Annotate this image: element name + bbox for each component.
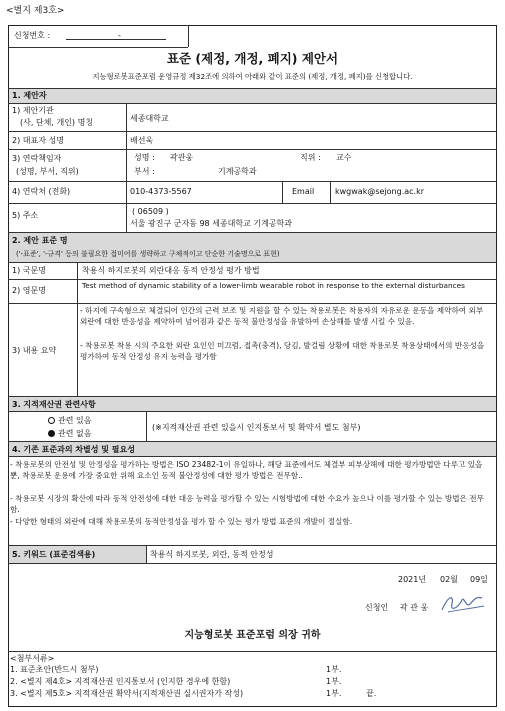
date-day: 09일 <box>470 575 488 584</box>
name-value: 곽관웅 <box>170 153 194 162</box>
ip-option-no[interactable]: 관련 없음 <box>48 429 91 439</box>
org-value: 세종대학교 <box>130 114 169 123</box>
section2-note: ('-표준', '-규격' 등의 불필요한 접미어를 생략하고 구체적이고 단순한 기술명으로 표현) <box>16 250 280 258</box>
attachment-count: 1부. <box>326 677 342 686</box>
app-no-label: 신청번호 : <box>14 31 51 40</box>
summary-item: - 하지에 구속형으로 체결되어 인간의 근력 보조 및 지원을 할 수 있는 착용로봇은 착용자의 자유로운 운동을 제약하여 외부 외란에 대한 반응성을 제약하여 넘어짐과 같은 동적 불안정성을 유발하여 손상해를 발생 시킬 수 있음. <box>80 306 484 327</box>
app-no-field[interactable] <box>66 39 166 40</box>
date-month: 02월 <box>440 575 458 584</box>
keywords-value: 착용식 하지로봇, 외란, 동적 안정성 <box>150 550 274 559</box>
section2-title: 2. 제안 표준 명 <box>12 236 68 245</box>
attachment-count: 1부. <box>326 689 342 698</box>
rep-value: 배선욱 <box>130 136 154 145</box>
addr-line1: ( 06509 ) <box>132 207 169 216</box>
intro-text: 지능형로봇표준포럼 운영규정 제32조에 의하여 아래와 같이 표준의 (제정, 개정, 폐지)를 신청합니다. <box>92 72 413 81</box>
attachment-item: 3. <별지 제5호> 지적재산권 확약서(지적재산권 실시권자가 작성) <box>10 689 244 698</box>
sec4-item: - 다양한 형태의 외란에 대해 착용로봇의 동적안정성을 평가 할 수 있는 평가 방법 표준의 개발이 절실함. <box>10 517 353 526</box>
contact-label-2: (성명, 부서, 직위) <box>16 167 79 176</box>
attachments-title: <첨부서류> <box>10 654 55 663</box>
summary-item: - 착용로봇 착용 시의 주요한 외란 요인인 미끄럼, 접촉(충격), 당김, 발걸림 상황에 대한 착용로봇 착용상태에서의 반응성을 평가하여 동적 안정성 유지 능력을 평가함 <box>80 341 485 362</box>
section3-title: 3. 지적재산권 관련사항 <box>12 400 96 409</box>
section5-title: 5. 키워드 (표준검색용) <box>12 550 96 559</box>
sec4-item: - 착용로봇 시장의 확산에 따라 동적 안전성에 대한 대응 능력을 평가할 수 있는 시험방법에 대한 수요가 높으나 이를 평가할 수 있는 방법은 전무함. <box>10 494 484 515</box>
phone-value: 010-4373-5567 <box>130 187 192 196</box>
position-label: 직위 : <box>300 153 321 162</box>
attachment-item: 2. <별지 제4호> 지적재산권 인지통보서 (인지한 경우에 한함) <box>10 677 231 686</box>
contact-label-1: 3) 연락책임자 <box>12 154 62 163</box>
eng-label: 2) 영문명 <box>12 286 46 295</box>
org-label-2: (사, 단체, 개인) 명칭 <box>20 118 94 127</box>
applicant-name: 곽 관 웅 <box>400 603 429 612</box>
signature-icon <box>438 590 488 618</box>
summary-label: 3) 내용 요약 <box>12 346 57 355</box>
email-value: kwgwak@sejong.ac.kr <box>335 187 424 196</box>
page-title: 표준 (제정, 개정, 폐지) 제안서 <box>166 51 339 66</box>
section1-title: 1. 제안자 <box>12 91 47 100</box>
dept-label: 부서 : <box>134 167 155 176</box>
section4-title: 4. 기존 표준과의 차별성 및 필요성 <box>12 445 135 454</box>
date-year: 2021년 <box>398 575 427 584</box>
form-tag: <별지 제3호> <box>6 6 65 16</box>
dept-value: 기계공학과 <box>218 167 257 176</box>
addr-label: 5) 주소 <box>12 211 39 220</box>
position-value: 교수 <box>336 153 352 162</box>
attachment-count: 1부. <box>326 665 342 674</box>
ip-note: (※지적재산권 관련 있을시 인지통보서 및 확약서 별도 첨부) <box>152 423 361 432</box>
attachment-item: 1. 표준초안(반드시 첨부) <box>10 665 99 674</box>
email-label: Email <box>292 187 315 196</box>
kor-label: 1) 국문명 <box>12 266 46 275</box>
end-mark: 끝. <box>366 689 377 698</box>
eng-value: Test method of dynamic stability of a lower-limb wearable robot in response to the external disturbances <box>82 281 465 290</box>
ip-option-yes[interactable]: 관련 있음 <box>48 416 91 426</box>
radio-empty-icon <box>48 417 55 424</box>
rep-label: 2) 대표자 성명 <box>12 136 64 145</box>
addressee: 지능형로봇 표준포럼 의장 귀하 <box>184 630 321 641</box>
sec4-item: - 착용로봇의 안전성 및 안정성을 평가하는 방법은 ISO 23482-1이 유일하나, 해당 표준에서도 체결부 피부상해에 대한 평가방법만 다루고 있을 뿐, 착용로봇 운용에 가장 중요한 위해 요소인 동적 불안정성에 대한 평가 방법은 전무함.. <box>10 460 483 481</box>
name-label: 성명 : <box>134 153 155 162</box>
applicant-label: 신청인 <box>365 603 389 612</box>
addr-line2: 서울 광진구 군자동 98 세종대학교 기계공학과 <box>130 219 292 228</box>
app-no-value: - <box>118 31 121 40</box>
org-label-1: 1) 제안기관 <box>12 106 54 115</box>
radio-filled-icon <box>48 430 55 437</box>
phone-label: 4) 연락처 (전화) <box>12 187 71 196</box>
kor-value: 착용식 하지로봇의 외란대응 동적 안정성 평가 방법 <box>82 266 260 275</box>
